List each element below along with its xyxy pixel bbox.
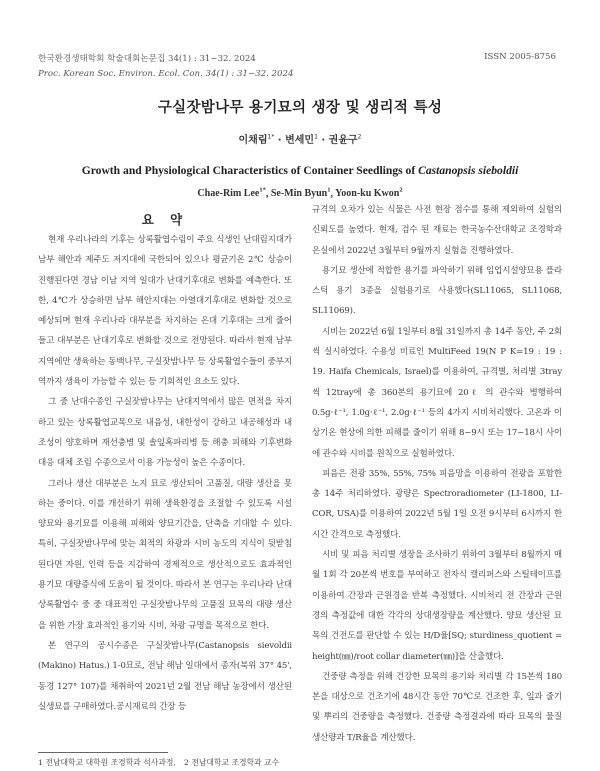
paper-title-english-species: Castanopsis sieboldii bbox=[418, 164, 519, 177]
journal-citation-english: Proc. Korean Soc. Environ. Ecol. Con. 34(1) : 31~32. 2024 bbox=[38, 69, 294, 79]
journal-citation-korean: 한국환경생태학회 학술대회논문집 34(1) : 31~32. 2024 bbox=[38, 54, 256, 64]
author-separator: , bbox=[330, 188, 336, 200]
abstract-paragraph: 용기묘 생산에 적합한 용기를 파악하기 위해 임업시설양묘용 플라스틱 용기 3종을 실험용기로 사용했다(SL11065, SL11068, SL11069). bbox=[312, 265, 562, 317]
abstract-paragraph: 본 연구의 공시수종은 구실잣밤나무(Castanopsis sievoldii (Makino) Hatus.) 1-0묘로, 전남 해남 일대에서 종자(북위 37° 45', 동경 127° 107)를 채취하여 2021년 2월 전남 해남 농장에서 생산된 실생묘를 구매하였다.공시재료의 간장 등 bbox=[38, 640, 292, 712]
author-separator: , bbox=[265, 188, 271, 200]
footnote-divider bbox=[38, 752, 168, 753]
abstract-paragraph: 피음은 전광 35%, 55%, 75% 피음망을 이용하여 전광을 포함한 총 14주 처리하였다. 광량은 Spectroradiometer (LI-1800, LI-COR, USA)를 이용하여 2022년 5월 1일 오전 9시부터 6시까지 한 시간 간격으로 측정했다. bbox=[312, 468, 562, 540]
author-name: Yoon-ku Kwon$^2$ bbox=[335, 187, 403, 200]
abstract-paragraph: 건중량 측정을 위해 건강한 묘목의 용기와 처리별 각 15본씩 180본을 대상으로 건조기에 48시간 동안 70℃로 건조한 후, 잎과 줄기 및 뿌리의 건중량을 측정했다. 건중량 측정결과에 따라 묘목의 물질생산량과 T/R율을 계산했다. bbox=[312, 671, 562, 743]
footnote-affiliation-2: 2 전남대학교 조경학과 교수 bbox=[183, 758, 280, 767]
abstract-paragraph: 규격의 오차가 있는 식물은 사전 현장 점수를 통해 제외하여 실험의 신뢰도를 높였다. 현재, 검수 된 재료는 한국농수산대학교 조경학과 온실에서 2022년 3월부터 9월까지 실험을 진행하였다. bbox=[312, 205, 562, 256]
author-name: 이채림$^{1*}$ bbox=[238, 133, 275, 146]
author-separator: · bbox=[274, 135, 286, 146]
journal-citation bbox=[38, 52, 293, 82]
author-affiliation-mark: 1* bbox=[267, 133, 275, 141]
author-separator: · bbox=[317, 135, 329, 146]
paper-title-korean: 구실잣밤나무 용기묘의 생장 및 생리적 특성 bbox=[157, 100, 443, 116]
author-name: 변세민$^1$ bbox=[285, 133, 318, 146]
author-name: Se-Min Byun$^1$ bbox=[270, 187, 331, 200]
author-affiliation-mark: 2 bbox=[357, 133, 362, 141]
author-list-korean bbox=[0, 131, 600, 146]
author-name: Chae-Rim Lee$^{1*}$ bbox=[197, 187, 266, 200]
abstract-paragraph: 현재 우리나라의 기후는 상록활엽수림이 주요 식생인 난대림지대가 남부 해안과 제주도 저지대에 국한되어 있으나 평균기온 2℃ 상승이 진행된다면 경남 이남 지역 일대가 난대기후대로 변화를 예측한다. 또한, 4℃가 상승하면 남부 해안지대는 아열대기후대로 변화할 것으로 예상되며 현재 우리나라 대부분을 차지하는 온대 기후대는 크게 줄어들고 대부분은 난대기후로 변화할 것으로 전망된다. 따라서 현재 남부지역에만 생육하는 동백나무, 구실잣밤나무 등 상록활엽수들이 중부지역까지 생육이 가능할 수 있는 등 기회적인 요소도 있다. bbox=[38, 235, 292, 388]
abstract-right-column bbox=[312, 200, 562, 748]
author-affiliation-mark: 1 bbox=[314, 133, 318, 141]
issn: ISSN 2005-8756 bbox=[484, 52, 556, 62]
footnote-affiliation-1: 1 전남대학교 대학원 조경학과 석사과정, bbox=[38, 758, 176, 767]
abstract-left-column bbox=[38, 230, 292, 717]
author-affiliation-mark: 1* bbox=[259, 187, 266, 194]
footnote bbox=[38, 757, 279, 768]
abstract-paragraph: 그 중 난대수종인 구실잣밤나무는 난대지역에서 많은 면적을 차지하고 있는 상록활엽교목으로 내음성, 내한성이 강하고 내공해성과 내조성이 양호하며 재선충병 및 솔잎혹파리병 등 해충 피해와 기후변화 대응 대체 조림 수종으로서 이용 가능성이 높은 수종이다. bbox=[38, 397, 292, 469]
paper-title-english bbox=[0, 164, 600, 177]
abstract-paragraph: 시비 및 피음 처리별 생장을 조사하기 위하여 3월부터 8월까지 매월 1회 각 20본씩 번호를 부여하고 전자식 캘리퍼스와 스틸테이프를 이용하여 간장과 근원경을 반복 측정했다. 시비처리 전 간장과 근원경의 측정값에 대한 각각의 상대생장량을 계산했다. 양묘 생산된 묘목의 건전도를 판단할 수 있는 H/D율[SQ; sturdiness_quotient = height(㎜)/root collar diameter(㎜)]을 산출했다. bbox=[312, 550, 562, 662]
author-name: 권윤구$^2$ bbox=[328, 133, 362, 146]
abstract-heading: 요 약 bbox=[141, 212, 189, 227]
author-affiliation-mark: 1 bbox=[327, 187, 331, 194]
abstract-paragraph: 그러나 생산 대부분은 노지 묘로 생산되어 고품질, 대량 생산을 못 하는 중이다. 이를 개선하기 위해 생육환경을 조절할 수 있도록 시설 양묘와 용기묘를 이용해 피해와 양묘기간을, 단축을 기대할 수 있다. 특히, 구실잣밤나무에 맞는 최적의 차광과 시비 농도의 지식이 뒷받침된다면 자원, 인력 등을 지감하여 경제적으로 생산적으로도 효과적인 용기묘 대량증식에 도움이 될 것이다. 따라서 본 연구는 우리나라 난대 상록활엽수 중 중 대표적인 구실잣밤나무의 고품질 묘목의 대량 생산을 위한 가장 효과적인 용기와 시비, 차광 규명을 목적으로 한다. bbox=[38, 478, 292, 631]
paper-title-english-main: Growth and Physiological Characteristics of Container Seedlings of bbox=[81, 164, 419, 177]
abstract-paragraph: 시비는 2022년 6월 1일부터 8월 31일까지 총 14주 동안, 주 2회씩 실시하였다. 수용성 비료인 MultiFeed 19(N P K=19 : 19 : 19. Haifa Chemicals, Israel)를 이용하여, 규격별, 처리별 3tray씩 12tray에 총 360본의 용기묘에 20ℓ 의 관수와 병행하여 0.5g·ℓ⁻¹, 1.0g·ℓ⁻¹, 2.0g·ℓ⁻¹ 등의 4가지 시비처리했다. 고온과 이상기온 현상에 의한 피해를 줄이기 위해 8~9시 또는 17~18시 사이에 관수와 시비를 원칙으로 실험하였다. bbox=[312, 326, 562, 459]
author-list-english bbox=[0, 187, 600, 199]
author-affiliation-mark: 2 bbox=[399, 187, 403, 194]
